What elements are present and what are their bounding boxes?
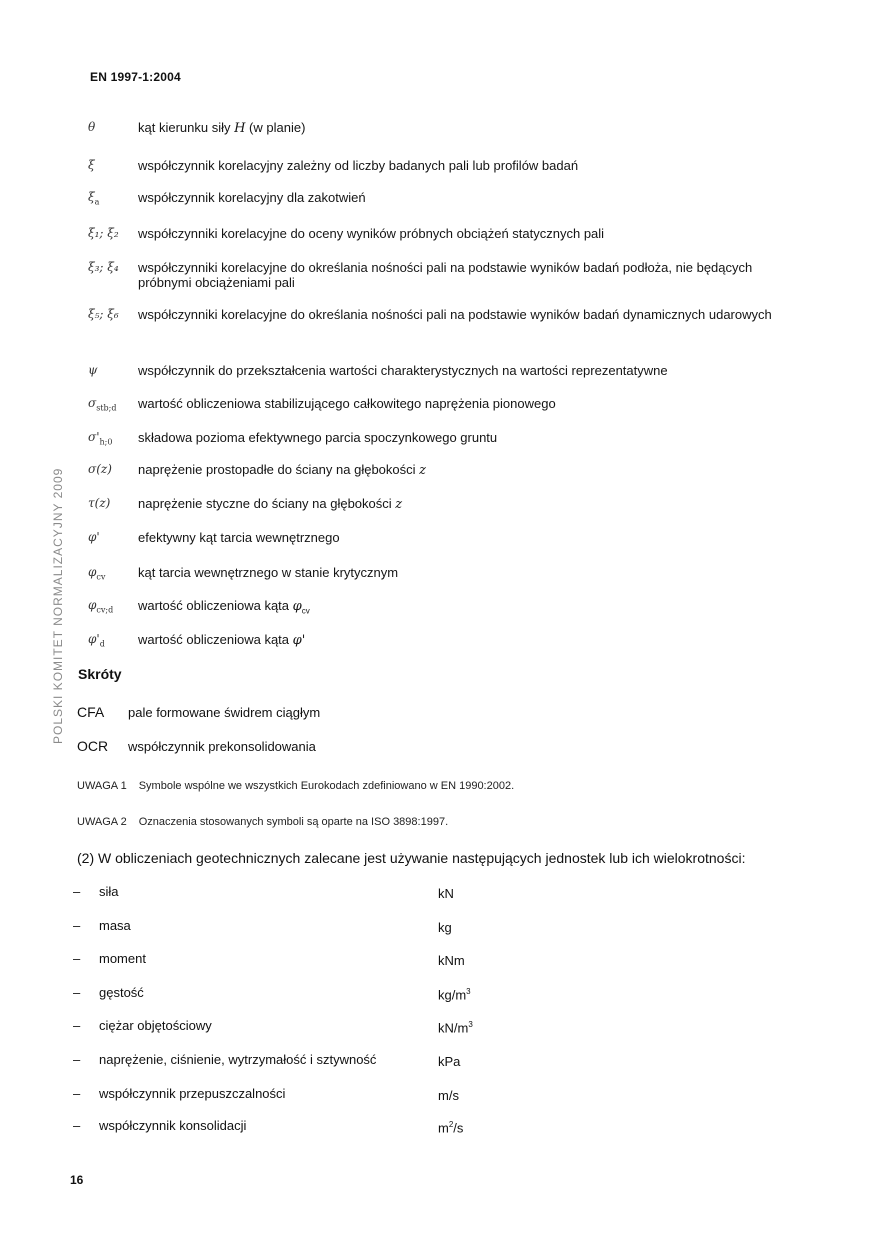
list-dash: –	[73, 884, 81, 899]
quantity-name: gęstość	[99, 985, 144, 1000]
symbol: σ(z)	[88, 462, 112, 476]
abbreviations-heading: Skróty	[78, 666, 122, 682]
note-label: UWAGA 2	[77, 816, 127, 828]
symbol: $\varphi'_d$	[88, 632, 105, 649]
note-label: UWAGA 1	[77, 780, 127, 792]
symbol-description: współczynniki korelacyjne do określania nośności pali na podstawie wyników badań dynamicznych udarowych	[138, 307, 772, 322]
note	[77, 816, 448, 828]
symbol-description: współczynnik korelacyjny zależny od liczby badanych pali lub profilów badań	[138, 158, 579, 173]
list-dash: –	[73, 1086, 81, 1101]
abbreviation-description: pale formowane świdrem ciągłym	[128, 705, 321, 720]
unit-row	[0, 1052, 893, 1074]
note-text: Oznaczenia stosowanych symboli są oparte na ISO 3898:1997.	[138, 816, 449, 828]
symbol-description: współczynnik do przekształcenia wartości charakterystycznych na wartości reprezentatywne	[138, 363, 668, 378]
quantity-name: siła	[99, 884, 119, 899]
quantity-name: moment	[99, 951, 146, 966]
symbol: τ(z)	[88, 496, 111, 510]
symbol: ψ	[88, 363, 98, 377]
quantity-name: współczynnik przepuszczalności	[99, 1086, 286, 1101]
symbol-description: składowa pozioma efektywnego parcia spoczynkowego gruntu	[138, 430, 498, 445]
note-text: Symbole wspólne we wszystkich Eurokodach zdefiniowano w EN 1990:2002.	[138, 780, 515, 792]
page-number: 16	[70, 1173, 84, 1187]
note	[77, 780, 514, 792]
unit-row	[0, 1118, 893, 1140]
unit-symbol: $kg/m^3$	[438, 987, 471, 1003]
symbol: ξ₁; ξ₂	[88, 226, 119, 240]
list-dash: –	[73, 1018, 81, 1033]
symbol: $\sigma'_{h;0}$	[88, 430, 113, 447]
list-dash: –	[73, 985, 81, 1000]
symbol: $\varphi_{cv}$	[88, 565, 106, 582]
unit-row	[0, 1086, 893, 1108]
symbol-description: współczynniki korelacyjne do oceny wyników próbnych obciążeń statycznych pali	[138, 226, 605, 241]
symbol-description: współczynniki korelacyjne do określania nośności pali na podstawie wyników badań podłoża, nie będących próbnymi obciążeniami pali	[138, 260, 753, 290]
quantity-name: naprężenie, ciśnienie, wytrzymałość i sztywność	[99, 1052, 377, 1067]
quantity-name: ciężar objętościowy	[99, 1018, 212, 1033]
unit-row	[0, 1018, 893, 1040]
symbol-description: efektywny kąt tarcia wewnętrznego	[138, 530, 340, 545]
symbol-description: naprężenie styczne do ściany na głębokości z	[138, 496, 403, 512]
list-dash: –	[73, 1052, 81, 1067]
unit-row	[0, 884, 893, 906]
symbol-description: wartość obliczeniowa stabilizującego całkowitego naprężenia pionowego	[138, 396, 556, 411]
quantity-name: współczynnik konsolidacji	[99, 1118, 247, 1133]
document-header: EN 1997-1:2004	[90, 70, 181, 84]
symbol-description: kąt tarcia wewnętrznego w stanie krytycznym	[138, 565, 399, 580]
unit-symbol: m/s	[438, 1088, 459, 1103]
symbol-description: wartość obliczeniowa kąta φ'	[138, 632, 306, 648]
symbol: θ	[88, 120, 96, 134]
unit-row	[0, 985, 893, 1007]
symbol-description: naprężenie prostopadłe do ściany na głębokości z	[138, 462, 426, 478]
quantity-name: masa	[99, 918, 131, 933]
unit-symbol: kNm	[438, 953, 465, 968]
list-dash: –	[73, 918, 81, 933]
unit-symbol: $kN/m^3$	[438, 1020, 473, 1036]
symbol: $\xi_a$	[88, 190, 100, 207]
symbol: $\varphi_{cv;d}$	[88, 598, 114, 615]
unit-row	[0, 951, 893, 973]
symbol-description: współczynnik korelacyjny dla zakotwień	[138, 190, 366, 205]
unit-symbol: kg	[438, 920, 452, 935]
abbreviation: CFA	[77, 704, 105, 720]
abbreviation: OCR	[77, 738, 109, 754]
symbol: ξ₅; ξ₆	[88, 307, 119, 321]
unit-symbol: kPa	[438, 1054, 461, 1069]
watermark-text: POLSKI KOMITET NORMALIZACYJNY 2009	[51, 467, 65, 744]
unit-row	[0, 918, 893, 940]
symbol: $\sigma_{stb;d}$	[88, 396, 117, 413]
abbreviation-description: współczynnik prekonsolidowania	[128, 739, 316, 754]
list-dash: –	[73, 1118, 81, 1133]
symbol-description: kąt kierunku siły H (w planie)	[138, 120, 306, 136]
symbol: φ'	[88, 530, 100, 544]
unit-symbol: $m^2/s$	[438, 1120, 464, 1136]
list-dash: –	[73, 951, 81, 966]
unit-symbol: kN	[438, 886, 454, 901]
symbol: ξ₃; ξ₄	[88, 260, 119, 274]
symbol-description: wartość obliczeniowa kąta $\varphi_{cv}$	[138, 598, 310, 616]
units-intro-paragraph: (2) W obliczeniach geotechnicznych zalecane jest używanie następujących jednostek lub ich wielokrotności:	[77, 850, 746, 866]
symbol: ξ	[88, 158, 95, 172]
